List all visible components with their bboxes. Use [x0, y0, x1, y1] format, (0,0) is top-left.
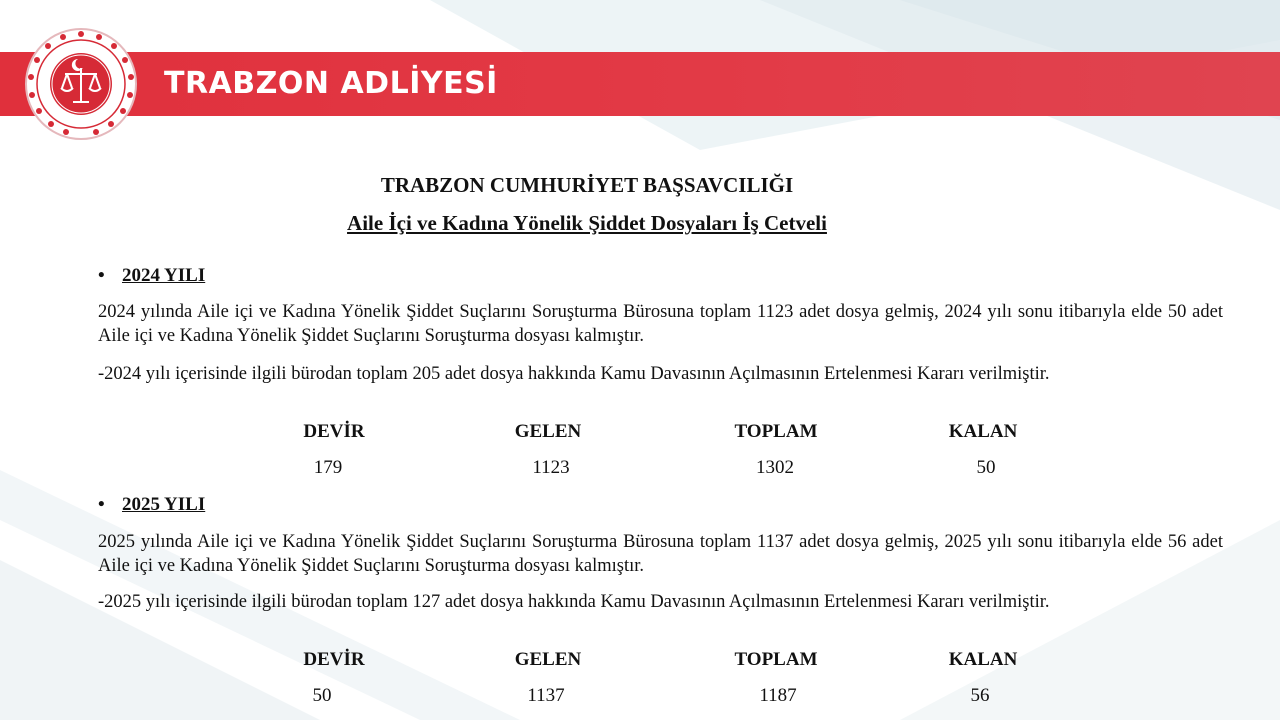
section-note: -2024 yılı içerisinde ilgili bürodan toplam 205 adet dosya hakkında Kamu Davasının Açılmasının Ertelenmesi Kararı verilmiştir. [98, 364, 1050, 384]
stats-value-toplam: 1187 [759, 685, 797, 706]
stats-header-gelen: GELEN [514, 421, 582, 442]
stats-value-gelen: 1123 [532, 457, 570, 478]
stats-header-devir: DEVİR [303, 421, 365, 442]
stats-header-toplam: TOPLAM [734, 421, 818, 442]
year-label: 2025 YILI [122, 494, 206, 515]
bullet-icon: • [98, 265, 105, 286]
stats-value-gelen: 1137 [527, 685, 565, 706]
section-paragraph: 2025 yılında Aile içi ve Kadına Yönelik Şiddet Suçlarını Soruşturma Bürosuna toplam 1137 adet dosya gelmiş, 2025 yılı sonu itibarıyla elde 56 adet Aile içi ve Kadına Yönelik Şiddet Suçlarını Soruşturma dosyası kalmıştır. [98, 532, 1223, 576]
bullet-icon: • [98, 494, 105, 515]
stats-table-2024 [0, 420, 1280, 490]
stats-header-kalan: KALAN [948, 649, 1018, 670]
stats-header-gelen: GELEN [514, 649, 582, 670]
year-label: 2024 YILI [122, 265, 206, 286]
section-heading-2025 [98, 493, 205, 517]
stats-value-toplam: 1302 [756, 457, 794, 478]
section-heading-2024 [98, 264, 205, 288]
stats-value-devir: 179 [313, 457, 343, 478]
stats-header-kalan: KALAN [948, 421, 1018, 442]
stats-value-kalan: 56 [970, 685, 990, 706]
stats-header-devir: DEVİR [303, 649, 365, 670]
section-note: -2025 yılı içerisinde ilgili bürodan toplam 127 adet dosya hakkında Kamu Davasının Açılmasının Ertelenmesi Kararı verilmiştir. [98, 592, 1050, 612]
section-paragraph: 2024 yılında Aile içi ve Kadına Yönelik Şiddet Suçlarını Soruşturma Bürosuna toplam 1123 adet dosya gelmiş, 2024 yılı sonu itibarıyla elde 50 adet Aile içi ve Kadına Yönelik Şiddet Suçlarını Soruşturma dosyası kalmıştır. [98, 302, 1223, 346]
stats-value-kalan: 50 [976, 457, 996, 478]
stats-header-toplam: TOPLAM [734, 649, 818, 670]
document-title: Aile İçi ve Kadına Yönelik Şiddet Dosyaları İş Cetveli [347, 211, 827, 235]
stats-value-devir: 50 [312, 685, 332, 706]
banner-title: TRABZON ADLİYESİ [164, 66, 498, 101]
justice-seal-icon [25, 28, 137, 140]
organization-title: TRABZON CUMHURİYET BAŞSAVCILIĞI [380, 173, 794, 197]
stats-table-2025 [0, 648, 1280, 718]
